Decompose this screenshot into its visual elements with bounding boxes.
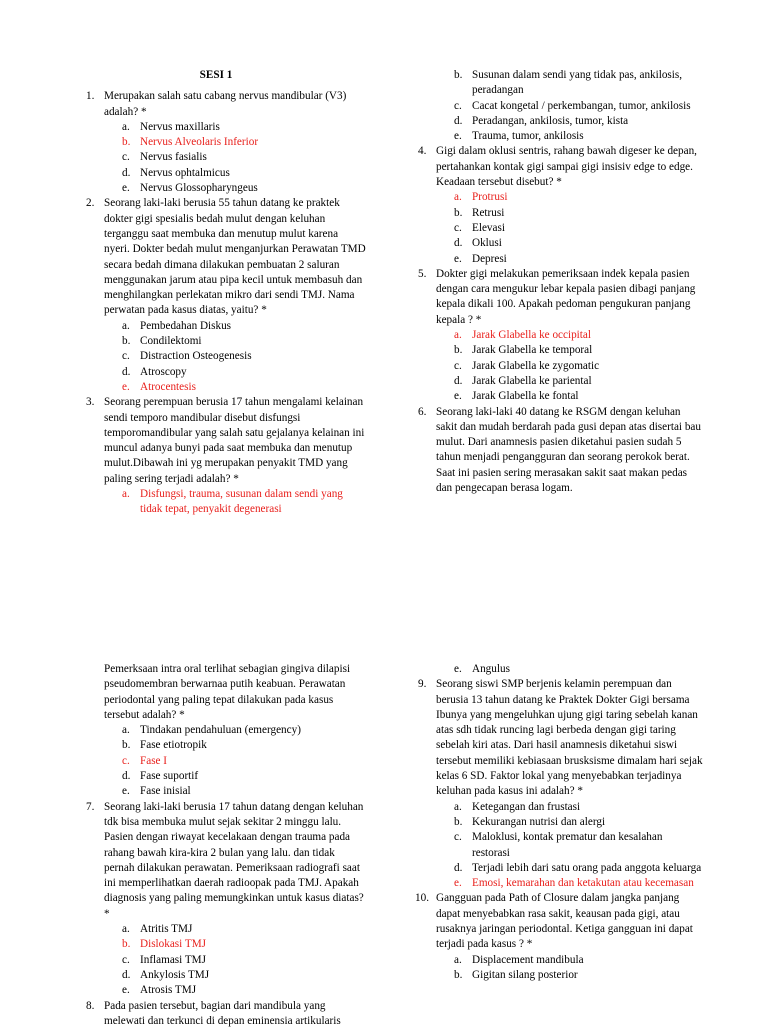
option-item <box>86 150 366 165</box>
question-number: 1. <box>86 90 95 103</box>
option-letter: e. <box>454 390 462 403</box>
option-item <box>418 830 703 861</box>
option-item <box>86 334 366 349</box>
option-text: Protrusi <box>472 191 508 204</box>
left-column <box>86 662 366 1029</box>
option-text: Nervus ophtalmicus <box>140 166 230 179</box>
option-item <box>86 769 366 784</box>
option-list <box>418 662 703 677</box>
option-letter: d. <box>122 968 131 981</box>
option-text: Displacement mandibula <box>472 953 584 966</box>
answer-option <box>86 937 366 952</box>
option-letter: a. <box>122 923 130 936</box>
option-text: Oklusi <box>472 237 502 250</box>
option-letter: a. <box>122 120 130 133</box>
option-item <box>86 365 366 380</box>
option-text: Jarak Glabella ke zygomatic <box>472 359 600 372</box>
option-letter: b. <box>454 69 463 81</box>
option-item <box>418 968 703 983</box>
option-text: Jarak Glabella ke fontal <box>472 390 579 403</box>
option-text: Tindakan pendahuluan (emergency) <box>140 724 301 737</box>
question-number: 5. <box>418 267 427 280</box>
option-text: Atroscopy <box>140 365 187 378</box>
option-text: Elevasi <box>472 221 505 234</box>
option-text: Ankylosis TMJ <box>140 968 210 981</box>
option-letter: b. <box>454 815 463 828</box>
question-item <box>418 677 703 799</box>
question-item <box>415 891 703 952</box>
option-text: Angulus <box>472 663 510 675</box>
option-text: Ketegangan dan frustasi <box>472 800 581 813</box>
option-text: Nervus Alveolaris Inferior <box>140 136 259 149</box>
question-number: 10. <box>415 892 429 905</box>
option-list <box>418 328 703 404</box>
option-item <box>418 800 703 815</box>
option-item <box>418 662 703 677</box>
question-text: Seorang laki-laki 40 datang ke RSGM dengan keluhan sakit dan mudah berdarah pada gusi depan atas disertai bau mulut. Dari anamnesis pasien diketahui pasien sudah 5 tahun menjadi pengangguran dan seorang perokok berat. Saat ini pasien sering merasakan sakit saat makan pedas dan pengecapan berasa logam. <box>436 405 701 495</box>
option-item <box>418 206 703 221</box>
option-text: Fase inisial <box>140 785 191 798</box>
option-item <box>418 114 703 129</box>
option-text: Nervus Glossopharyngeus <box>140 182 258 195</box>
option-text: Maloklusi, kontak prematur dan kesalahan restorasi <box>472 831 663 859</box>
option-letter: e. <box>454 663 462 675</box>
option-text: Susunan dalam sendi yang tidak pas, ankilosis, peradangan <box>472 69 683 97</box>
option-letter: c. <box>454 221 462 234</box>
answer-option <box>418 190 703 205</box>
option-item <box>86 953 366 968</box>
option-text: Atrocentesis <box>140 380 196 393</box>
right-column <box>415 662 703 983</box>
option-letter: d. <box>454 861 463 874</box>
question-text: Pada pasien tersebut, bagian dari mandibula yang melewati dan terkunci di depan eminensia artikularis <box>104 999 341 1027</box>
option-item <box>86 723 366 738</box>
option-item <box>418 389 703 404</box>
answer-option <box>86 754 366 769</box>
option-letter: b. <box>122 938 131 951</box>
question-item <box>86 196 366 318</box>
option-letter: e. <box>122 380 130 393</box>
option-item <box>418 374 703 389</box>
option-item <box>418 343 703 358</box>
option-letter: e. <box>454 877 462 890</box>
option-list <box>418 190 703 266</box>
question-number: 4. <box>418 145 427 158</box>
option-text: Retrusi <box>472 206 505 219</box>
option-item <box>86 181 366 196</box>
option-letter: e. <box>454 252 462 265</box>
option-letter: b. <box>122 335 131 348</box>
option-letter: d. <box>122 770 131 783</box>
option-item <box>86 784 366 799</box>
question-text: Dokter gigi melakukan pemeriksaan indek kepala pasien dengan cara mengukur lebar kepala pasien dibagi panjang kepala dikali 100. Apakah pedoman pengukuran panjang kepala ? * <box>436 267 696 326</box>
option-item <box>86 968 366 983</box>
question-number: 6. <box>418 405 427 418</box>
question-number: 7. <box>86 800 95 813</box>
option-item <box>86 349 366 364</box>
option-list <box>418 68 703 144</box>
section-heading: SESI 1 <box>199 69 233 81</box>
question-text: Seorang perempuan berusia 17 tahun mengalami kelainan sendi temporo mandibular disebut disfungsi temporomandibular yang salah satu gejalanya kelainan ini muncul adanya bunyi pada saat membuka dan menutup mulut.Dibawah ini yg merupakan penyakit TMD yang paling sering terjadi adalah? * <box>104 396 365 485</box>
option-letter: e. <box>122 984 130 997</box>
option-letter: c. <box>122 350 130 363</box>
option-text: Atrosis TMJ <box>140 984 197 997</box>
question-item <box>86 89 366 120</box>
question-number: 8. <box>86 999 95 1012</box>
option-letter: e. <box>122 182 130 195</box>
option-text: Nervus maxillaris <box>140 120 220 133</box>
option-letter: b. <box>454 344 463 357</box>
question-text: Merupakan salah satu cabang nervus mandibular (V3) adalah? * <box>104 90 347 118</box>
option-list <box>418 800 703 892</box>
option-item <box>86 738 366 753</box>
document-page-bottom <box>0 655 768 1027</box>
option-item <box>418 68 703 99</box>
option-text: Kekurangan nutrisi dan alergi <box>472 815 606 828</box>
option-text: Jarak Glabella ke occipital <box>472 329 591 342</box>
option-text: Gigitan silang posterior <box>472 968 578 981</box>
option-letter: a. <box>122 724 130 737</box>
answer-option <box>86 487 366 518</box>
option-letter: c. <box>454 99 462 112</box>
option-letter: b. <box>122 136 131 149</box>
left-column <box>86 68 366 518</box>
question-text: Gigi dalam oklusi sentris, rahang bawah digeser ke depan, pertahankan kontak gigi sampai gigi insisiv edge to edge. Keadaan tersebut disebut? * <box>436 145 697 189</box>
question-item <box>86 999 366 1029</box>
option-letter: d. <box>122 365 131 378</box>
option-text: Disfungsi, trauma, susunan dalam sendi yang tidak tepat, penyakit degenerasi <box>140 488 343 516</box>
option-text: Jarak Glabella ke temporal <box>472 344 593 357</box>
option-letter: c. <box>122 754 130 767</box>
question-text: Seorang laki-laki berusia 17 tahun datang dengan keluhan tdk bisa membuka mulut sejak sekitar 2 minggu lalu. Pasien dengan riwayat kecelakaan dengan trauma pada rahang bawah kira-kira 2 bulan yang lalu. dan tidak pernah dilakukan perawatan. Pemeriksaan radiografi saat ini memperlihatkan daerah radioopak pada TMJ. Apakah diagnosis yang paling memungkinkan untuk kasus diatas? * <box>104 800 364 920</box>
answer-option <box>418 328 703 343</box>
option-letter: b. <box>122 739 131 752</box>
option-item <box>86 120 366 135</box>
option-letter: a. <box>122 488 130 501</box>
option-text: Terjadi lebih dari satu orang pada anggota keluarga <box>472 861 702 874</box>
option-text: Depresi <box>472 252 507 265</box>
right-column <box>418 68 703 496</box>
option-list <box>86 922 366 998</box>
option-letter: c. <box>122 151 130 164</box>
question-continuation: Pemerksaan intra oral terlihat sebagian gingiva dilapisi pseudomembran berwarnaa putih keabuan. Perawatan periodontal yang paling tepat dilakukan pada kasus tersebut adalah? * <box>104 663 351 721</box>
option-text: Nervus fasialis <box>140 151 207 164</box>
question-item <box>418 144 703 190</box>
option-text: Jarak Glabella ke pariental <box>472 374 592 387</box>
option-list <box>86 487 366 518</box>
question-number: 9. <box>418 678 427 691</box>
option-text: Dislokasi TMJ <box>140 938 206 951</box>
option-letter: c. <box>122 953 130 966</box>
question-item <box>418 267 703 328</box>
option-text: Cacat kongetal / perkembangan, tumor, ankilosis <box>472 99 691 112</box>
option-item <box>418 236 703 251</box>
option-item <box>418 815 703 830</box>
question-text: Gangguan pada Path of Closure dalam jangka panjang dapat menyebabkan rasa sakit, keausan pada gigi, atau rusaknya jaringan periodontal. Ketiga gangguan ini dapat terjadi pada kasus ? * <box>436 892 693 951</box>
option-letter: a. <box>454 800 462 813</box>
option-item <box>418 99 703 114</box>
option-letter: a. <box>454 329 462 342</box>
question-text: Seorang laki-laki berusia 55 tahun datang ke praktek dokter gigi spesialis bedah mulut dengan keluhan terganggu saat membuka dan menutup mulut karena nyeri. Dokter bedah mulut menganjurkan Perawatan TMD secara bedah dimana dilakukan pembuatan 2 saluran menggunakan jarum atau pipa kecil untuk membasuh dan menghilangkan perlekatan mikro dari sendi TMJ. Nama perwatan pada kasus diatas, yaitu? * <box>104 197 366 317</box>
option-text: Fase suportif <box>140 770 199 783</box>
option-item <box>86 319 366 334</box>
option-letter: d. <box>454 114 463 127</box>
option-list <box>86 723 366 799</box>
option-text: Pembedahan Diskus <box>140 319 232 332</box>
option-item <box>418 221 703 236</box>
option-letter: d. <box>454 237 463 250</box>
option-item <box>418 359 703 374</box>
answer-option <box>86 380 366 395</box>
option-item <box>86 166 366 181</box>
option-letter: c. <box>454 359 462 372</box>
option-letter: e. <box>454 130 462 143</box>
option-letter: a. <box>122 319 130 332</box>
option-text: Condilektomi <box>140 335 202 348</box>
option-letter: a. <box>454 953 462 966</box>
option-text: Peradangan, ankilosis, tumor, kista <box>472 114 629 127</box>
option-letter: d. <box>454 374 463 387</box>
option-text: Fase etiotropik <box>140 739 207 752</box>
question-item <box>86 800 366 922</box>
option-text: Trauma, tumor, ankilosis <box>472 130 584 143</box>
question-item <box>86 395 366 487</box>
option-item <box>86 983 366 998</box>
option-text: Distraction Osteogenesis <box>140 350 252 363</box>
option-item <box>418 129 703 144</box>
question-number: 3. <box>86 396 95 409</box>
option-item <box>418 861 703 876</box>
option-letter: b. <box>454 968 463 981</box>
option-item <box>418 252 703 267</box>
option-text: Fase I <box>140 754 168 767</box>
option-item <box>86 922 366 937</box>
question-text: Seorang siswi SMP berjenis kelamin perempuan dan berusia 13 tahun datang ke Praktek Dokter Gigi bersama Ibunya yang mengeluhkan ujung gigi taring sebelah kanan atas sdh tidak runcing lagi berbeda dengan gigi taring sebelah kiri atas. Dari hasil anamnesis diketahui siswi tersebut memiliki kebiasaan brusksisme dimalam hari sejak kelas 6 SD. Faktor lokal yang menyebabkan terjadinya keluhan pada kasus ini adalah? * <box>436 678 703 798</box>
option-letter: b. <box>454 206 463 219</box>
option-letter: a. <box>454 191 462 204</box>
option-text: Atritis TMJ <box>140 923 193 936</box>
option-item <box>418 953 703 968</box>
answer-option <box>418 876 703 891</box>
option-list <box>418 953 703 984</box>
option-letter: c. <box>454 831 462 844</box>
option-text: Inflamasi TMJ <box>140 953 206 966</box>
question-item <box>418 405 703 497</box>
option-text: Emosi, kemarahan dan ketakutan atau kecemasan <box>472 877 694 890</box>
option-letter: d. <box>122 166 131 179</box>
question-number: 2. <box>86 197 95 210</box>
option-letter: e. <box>122 785 130 798</box>
option-list <box>86 319 366 395</box>
answer-option <box>86 135 366 150</box>
option-list <box>86 120 366 196</box>
